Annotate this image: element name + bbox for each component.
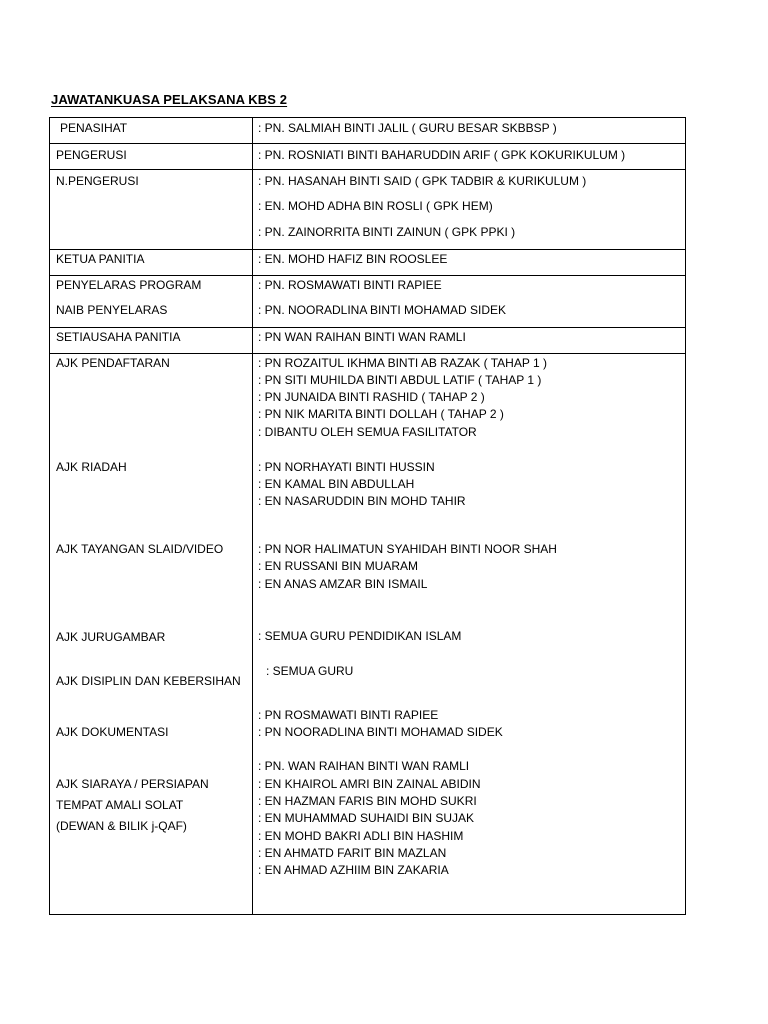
- row-value-ajk-pendaftaran: : PN SITI MUHILDA BINTI ABDUL LATIF ( TAHAP 1 ): [258, 373, 542, 387]
- row-value-ajk-siaraya: : EN MOHD BAKRI ADLI BIN HASHIM: [258, 829, 464, 843]
- row-value-ajk-siaraya: : PN. WAN RAIHAN BINTI WAN RAMLI: [258, 759, 470, 773]
- row-value-ajk-siaraya: : EN AHMAD AZHIIM BIN ZAKARIA: [258, 863, 449, 877]
- row-value-npengerusi: : EN. MOHD ADHA BIN ROSLI ( GPK HEM): [258, 199, 493, 213]
- row-value-setiausaha: : PN WAN RAIHAN BINTI WAN RAMLI: [258, 330, 466, 344]
- row-value-ajk-riadah: : PN NORHAYATI BINTI HUSSIN: [258, 460, 435, 474]
- row-value-ajk-riadah: : EN KAMAL BIN ABDULLAH: [258, 477, 415, 491]
- row-label-ajk-siaraya: AJK SIARAYA / PERSIAPAN: [56, 777, 209, 791]
- row-value-ajk-pendaftaran: : PN JUNAIDA BINTI RASHID ( TAHAP 2 ): [258, 390, 485, 404]
- row-value-ajk-riadah: : EN NASARUDDIN BIN MOHD TAHIR: [258, 494, 466, 508]
- column-divider: [252, 118, 253, 914]
- row-value-penyelaras: : PN. ROSMAWATI BINTI RAPIEE: [258, 278, 442, 292]
- row-label-pengerusi: PENGERUSI: [56, 148, 127, 162]
- row-value-naib-penyelaras: : PN. NOORADLINA BINTI MOHAMAD SIDEK: [258, 303, 507, 317]
- row-value-npengerusi: : PN. ZAINORRITA BINTI ZAINUN ( GPK PPKI ): [258, 225, 516, 239]
- committee-table: [49, 117, 686, 915]
- page-title: JAWATANKUASA PELAKSANA KBS 2: [51, 92, 288, 107]
- row-value-penasihat: : PN. SALMIAH BINTI JALIL ( GURU BESAR SKBBSP ): [258, 121, 557, 135]
- row-value-ajk-siaraya: : EN AHMATD FARIT BIN MAZLAN: [258, 846, 447, 860]
- row-value-ajk-tayangan: : EN RUSSANI BIN MUARAM: [258, 559, 419, 573]
- row-divider: [50, 353, 685, 354]
- row-value-ajk-tayangan: : EN ANAS AMZAR BIN ISMAIL: [258, 577, 428, 591]
- row-divider: [50, 169, 685, 170]
- row-value-ajk-tayangan: : PN NOR HALIMATUN SYAHIDAH BINTI NOOR SHAH: [258, 542, 557, 556]
- row-label-ajk-pendaftaran: AJK PENDAFTARAN: [56, 356, 170, 370]
- row-label-ajk-siaraya: (DEWAN & BILIK j-QAF): [56, 819, 187, 833]
- row-label-ketua-panitia: KETUA PANITIA: [56, 252, 145, 266]
- row-value-ajk-disiplin: : SEMUA GURU: [266, 664, 354, 678]
- row-label-penyelaras: PENYELARAS PROGRAM: [56, 278, 202, 292]
- row-value-ajk-pendaftaran: : DIBANTU OLEH SEMUA FASILITATOR: [258, 425, 477, 439]
- row-value-ajk-dokumentasi: : PN ROSMAWATI BINTI RAPIEE: [258, 708, 439, 722]
- row-value-npengerusi: : PN. HASANAH BINTI SAID ( GPK TADBIR & KURIKULUM ): [258, 174, 587, 188]
- row-value-pengerusi: : PN. ROSNIATI BINTI BAHARUDDIN ARIF ( GPK KOKURIKULUM ): [258, 148, 626, 162]
- row-label-ajk-jurugambar: AJK JURUGAMBAR: [56, 630, 166, 644]
- row-label-setiausaha: SETIAUSAHA PANITIA: [56, 330, 181, 344]
- row-value-ajk-dokumentasi: : PN NOORADLINA BINTI MOHAMAD SIDEK: [258, 725, 503, 739]
- row-label-ajk-disiplin: AJK DISIPLIN DAN KEBERSIHAN: [56, 674, 241, 688]
- row-value-ajk-jurugambar: : SEMUA GURU PENDIDIKAN ISLAM: [258, 629, 462, 643]
- row-label-penasihat: PENASIHAT: [60, 121, 128, 135]
- row-value-ajk-pendaftaran: : PN NIK MARITA BINTI DOLLAH ( TAHAP 2 ): [258, 407, 504, 421]
- row-value-ajk-siaraya: : EN MUHAMMAD SUHAIDI BIN SUJAK: [258, 811, 475, 825]
- row-label-ajk-siaraya: TEMPAT AMALI SOLAT: [56, 798, 184, 812]
- row-label-ajk-riadah: AJK RIADAH: [56, 460, 127, 474]
- row-divider: [50, 249, 685, 250]
- row-label-ajk-dokumentasi: AJK DOKUMENTASI: [56, 725, 169, 739]
- row-value-ajk-pendaftaran: : PN ROZAITUL IKHMA BINTI AB RAZAK ( TAHAP 1 ): [258, 356, 547, 370]
- row-divider: [50, 327, 685, 328]
- row-value-ketua-panitia: : EN. MOHD HAFIZ BIN ROOSLEE: [258, 252, 448, 266]
- row-label-npengerusi: N.PENGERUSI: [56, 174, 139, 188]
- row-value-ajk-siaraya: : EN HAZMAN FARIS BIN MOHD SUKRI: [258, 794, 477, 808]
- row-label-naib-penyelaras: NAIB PENYELARAS: [56, 303, 168, 317]
- row-divider: [50, 143, 685, 144]
- row-label-ajk-tayangan: AJK TAYANGAN SLAID/VIDEO: [56, 542, 224, 556]
- row-value-ajk-siaraya: : EN KHAIROL AMRI BIN ZAINAL ABIDIN: [258, 777, 481, 791]
- row-divider: [50, 275, 685, 276]
